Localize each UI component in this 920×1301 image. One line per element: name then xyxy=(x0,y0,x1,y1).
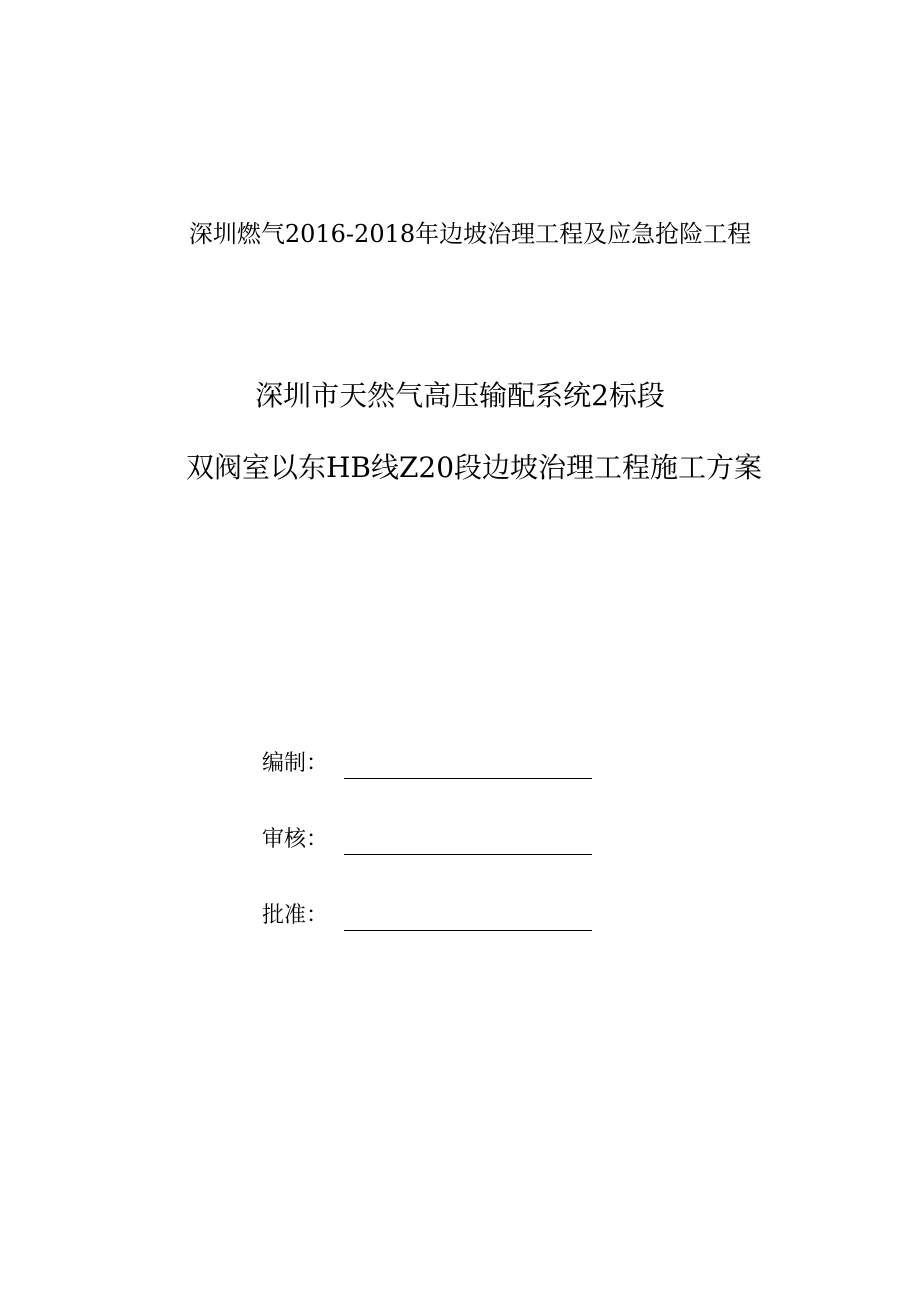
review-signature-row xyxy=(262,822,602,858)
project-title: 深圳燃气2016-2018年边坡治理工程及应急抢险工程 xyxy=(188,220,752,248)
review-signature-line xyxy=(344,854,592,855)
compile-signature-line xyxy=(344,778,592,779)
approve-signature-line xyxy=(344,930,592,931)
approve-label: 批准： xyxy=(262,903,329,928)
document-title-line-1: 深圳市天然气高压输配系统2标段 xyxy=(255,379,665,412)
compile-label: 编制： xyxy=(262,751,329,776)
approve-signature-row xyxy=(262,898,602,934)
compile-signature-row xyxy=(262,746,602,782)
document-title-line-2: 双阀室以东HB线Z20段边坡治理工程施工方案 xyxy=(185,451,763,484)
review-label: 审核： xyxy=(262,827,329,852)
